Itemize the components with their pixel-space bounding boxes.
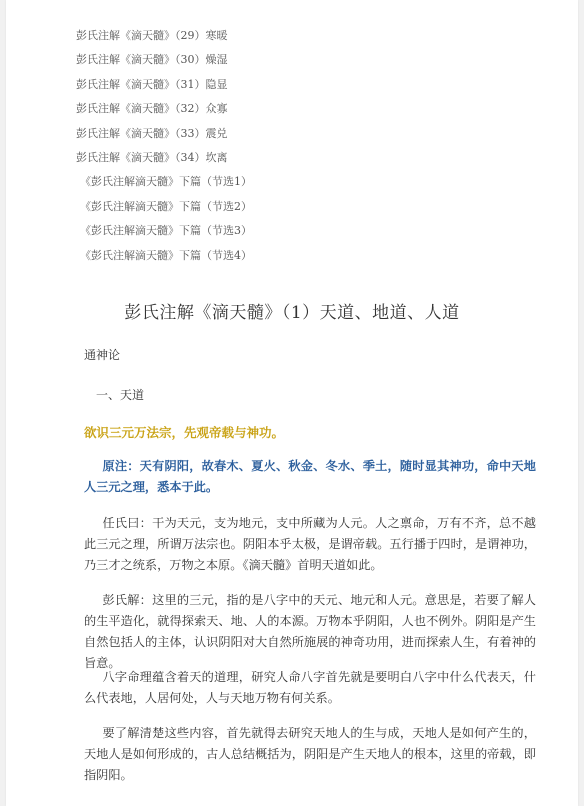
toc-link[interactable]: 彭氏注解《滴天髓》（33）震兑	[76, 126, 228, 140]
toc-link[interactable]: 彭氏注解《滴天髓》（30）燥湿	[76, 53, 228, 67]
body-paragraph: 八字命理蕴含着天的道理，研究人命八字首先就是要明白八字中什么代表天，什么代表地，人居何处，人与天地万物有何关系。	[84, 670, 536, 705]
verse-text: 欲识三元万法宗，先观帝载与神功。	[84, 425, 285, 440]
peng-commentary-paragraph: 彭氏解：这里的三元，指的是八字中的天元、地元和人元。意思是，若要了解人的生平造化，就得探索天、地、人的本源。万物本乎阴阳，人也不例外。阴阳是产生自然包括人的主体，认识阴阳对大自然所施展的神奇功用，进而探索人生，有着神的旨意。	[84, 593, 536, 670]
ren-commentary-paragraph: 任氏曰：干为天元，支为地元，支中所藏为人元。人之禀命，万有不齐，总不越此三元之理，所谓万法宗也。阴阳本乎太极，是谓帝载。五行播于四时，是谓神功，乃三才之统系，万物之本原。《滴天髓》首明天道如此。	[84, 516, 536, 572]
document-page	[6, 0, 578, 806]
article-title: 彭氏注解《滴天髓》（1）天道、地道、人道	[124, 303, 460, 323]
toc-link[interactable]: 彭氏注解《滴天髓》（29）寒暖	[76, 29, 228, 42]
toc-list	[76, 28, 252, 272]
toc-link[interactable]: 彭氏注解《滴天髓》（34）坎离	[76, 150, 228, 164]
toc-link[interactable]: 《彭氏注解滴天髓》下篇（节选3）	[80, 224, 252, 238]
subsection-heading: 一、天道	[96, 388, 145, 402]
toc-link[interactable]: 《彭氏注解滴天髓》下篇（节选1）	[80, 175, 252, 189]
original-annotation-paragraph: 原注：天有阴阳，故春木、夏火、秋金、冬水、季土，随时显其神功，命中天地人三元之理，悉本于此。	[84, 459, 536, 494]
toc-link[interactable]: 彭氏注解《滴天髓》（32）众寡	[76, 102, 228, 116]
toc-link[interactable]: 《彭氏注解滴天髓》下篇（节选2）	[80, 199, 252, 213]
toc-link[interactable]: 彭氏注解《滴天髓》（31）隐显	[76, 77, 228, 91]
toc-link[interactable]: 《彭氏注解滴天髓》下篇（节选4）	[80, 248, 252, 262]
section-heading: 通神论	[84, 348, 121, 362]
body-paragraph: 要了解清楚这些内容，首先就得去研究天地人的生与成，天地人是如何产生的，天地人是如何形成的，古人总结概括为，阴阳是产生天地人的根本，这里的帝载，即指阴阳。	[84, 726, 536, 782]
